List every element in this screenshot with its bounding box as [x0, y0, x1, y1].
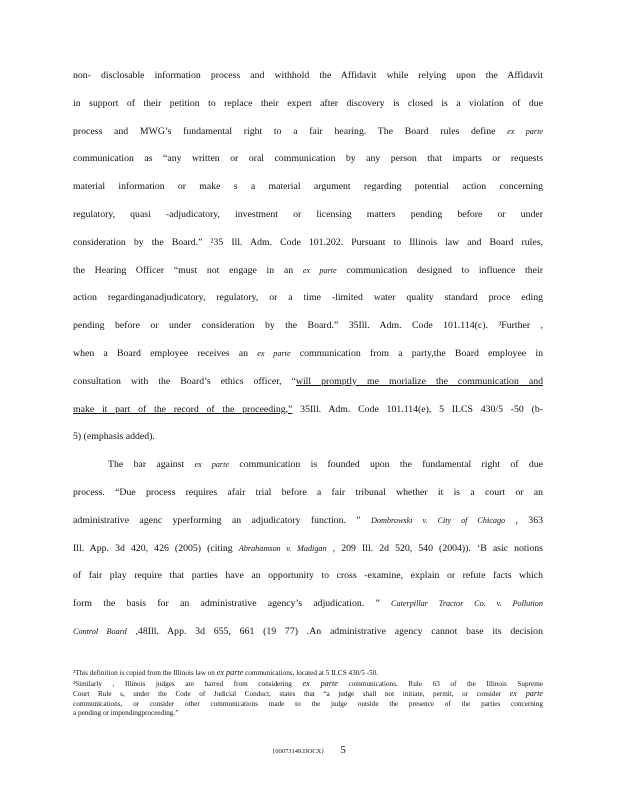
underlined-text: make it part of the record of the proceeding,”: [73, 403, 293, 415]
italic-text: ex parte: [257, 348, 291, 358]
text-segment: communication is founded upon the fundamental right of due: [229, 459, 543, 471]
body-text: [73, 62, 543, 646]
body-line: [73, 423, 543, 451]
text-segment: 35Ill. Adm. Code 101.114(e), 5 ILCS 430/5 -50 (b-: [292, 403, 543, 415]
text-segment: consultation with the Board’s ethics officer, “: [73, 375, 296, 387]
text-segment: process. “Due process requires afair trial before a fair tribunal whether it is a court or an: [73, 486, 543, 498]
italic-text: ex parte: [194, 460, 230, 470]
text-segment: , 209 Ill. 2d 520, 540 (2004)). ‘B asic notions: [326, 542, 543, 554]
text-segment: administrative agenc yperforming an adjudicatory function. ”: [73, 514, 371, 526]
body-line: [73, 507, 543, 535]
document-id: {00073149.DOCX}: [272, 748, 325, 755]
text-segment: Ill. App. 3d 420, 426 (2005) (citing: [73, 542, 239, 554]
text-segment: material information or make s a material argument regarding potential action concerning: [73, 181, 543, 193]
text-segment: non- disclosable information process and withhold the Affidavit while relying upon the Affidavit: [73, 70, 543, 81]
text-segment: regulatory, quasi -adjudicatory, investment or licensing matters pending before or under: [73, 208, 543, 220]
underlined-text: will promptly me morialize the communication and: [295, 375, 543, 387]
text-segment: pending before or under consideration by the Board.” 35Ill. Adm. Code 101.114(c). ³Further ,: [73, 320, 543, 332]
text-segment: when a Board employee receives an: [73, 347, 258, 359]
body-line: [73, 118, 543, 146]
body-line: [73, 340, 543, 368]
text-segment: consideration by the Board.” ²35 Ill. Adm. Code 101.202. Pursuant to Illinois law and Board rules,: [73, 236, 543, 248]
body-line: [73, 562, 543, 590]
text-segment: Court Rule s, under the Code of Judicial Conduct, states that “a judge shall not initiate, permit, or consider: [73, 690, 510, 699]
body-line: [73, 618, 543, 646]
text-segment: of fair play require that parties have an opportunity to cross -examine, explain or refute facts which: [73, 570, 543, 582]
text-segment: communication designed to influence their: [336, 264, 543, 276]
italic-text: ex parte: [216, 668, 244, 677]
text-segment: form the basis for an administrative agency’s adjudication. ”: [73, 598, 392, 610]
footnote-line: [73, 700, 543, 710]
italic-text: Dombrowski v. City of Chicago: [370, 515, 506, 525]
text-segment: communication as “any written or oral communication by any person that imparts or requests: [73, 153, 543, 165]
body-line: [73, 396, 543, 424]
text-segment: communications. Rule 63 of the Illinois Supreme: [337, 679, 543, 688]
italic-text: ex parte: [507, 126, 543, 136]
body-line: [73, 229, 543, 257]
italic-text: Caterpillar Tractor Co. v. Pollution: [391, 599, 543, 609]
footnote-line: [73, 689, 543, 700]
body-line: [73, 451, 543, 479]
body-line: [73, 284, 543, 312]
body-line: [73, 479, 543, 507]
text-segment: communications, located at 5 ILCS 430/5 -50.: [243, 669, 379, 677]
text-segment: the Hearing Officer “must not engage in an: [73, 264, 303, 276]
text-segment: ²This definition is copied from the Illinois law on: [73, 669, 217, 677]
text-segment: communications, or consider other communications made to the judge outside the presence of the parties concerning: [73, 699, 543, 708]
italic-text: ex parte: [302, 265, 337, 275]
page-footer: [0, 740, 618, 758]
text-segment: The bar against: [108, 459, 195, 471]
body-line: [73, 312, 543, 340]
italic-text: Abrahamson v. Madigan: [238, 543, 327, 553]
body-line: [73, 368, 543, 396]
text-segment: ³Similarly , Illinois judges are barred from considering: [73, 679, 303, 688]
body-line: [73, 201, 543, 229]
footnote-line: [73, 668, 543, 679]
footnote-line: [73, 709, 543, 719]
italic-text: Control Board: [73, 626, 127, 636]
text-segment: action regardinganadjudicatory, regulatory, or a time -limited water quality standard proce eding: [73, 292, 543, 304]
text-segment: , 363: [505, 514, 543, 526]
italic-text: ex parte: [302, 678, 338, 688]
body-line: [73, 173, 543, 201]
italic-text: ex parte: [509, 689, 543, 699]
text-segment: process and MWG’s fundamental right to a fair hearing. The Board rules define: [73, 125, 508, 137]
page-number: 5: [340, 744, 346, 756]
text-segment: a pending or impendingproceeding.”: [73, 709, 179, 718]
text-segment: communication from a party,the Board employee in: [290, 347, 543, 359]
body-line: [73, 90, 543, 118]
text-segment: in support of their petition to replace their expert after discovery is closed is a violation of due: [73, 97, 543, 109]
text-segment: ,48Ill. App. 3d 655, 661 (19 77) .An administrative agency cannot base its decision: [126, 625, 543, 637]
footnote-line: [73, 679, 543, 690]
footnotes: [73, 668, 543, 719]
body-line: [73, 535, 543, 563]
body-line: [73, 145, 543, 173]
text-segment: 5) (emphasis added).: [73, 431, 155, 443]
body-line: [73, 590, 543, 618]
body-line: [73, 62, 543, 90]
body-line: [73, 257, 543, 285]
